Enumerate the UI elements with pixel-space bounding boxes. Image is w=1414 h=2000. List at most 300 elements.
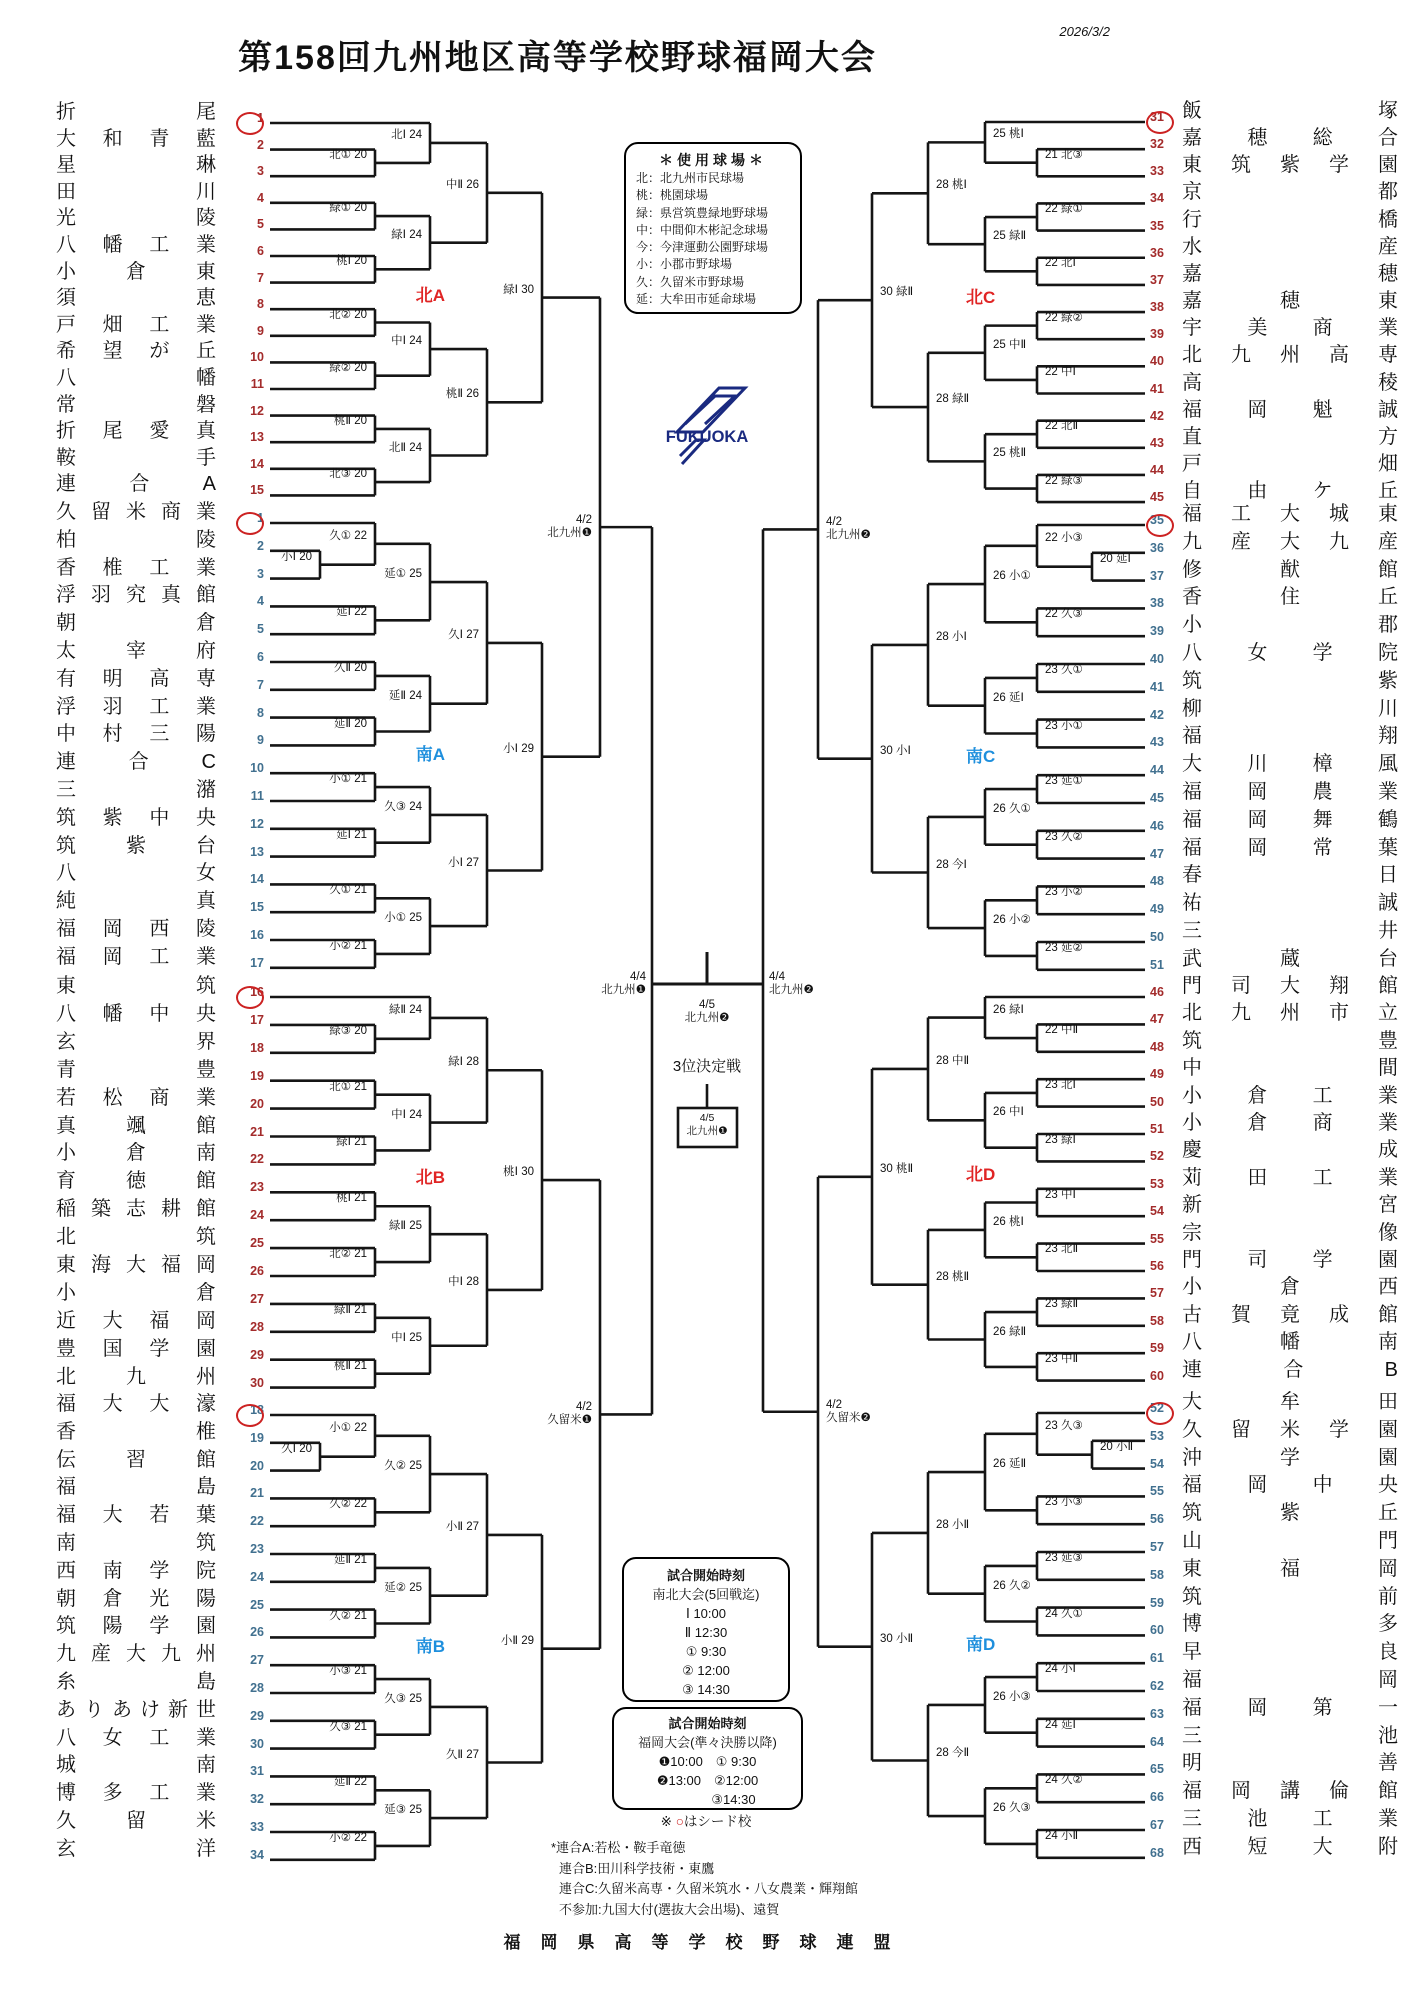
team-name-char: 純 xyxy=(56,890,76,913)
team-number: 30 xyxy=(250,1375,264,1390)
team-name xyxy=(56,1587,216,1611)
round1-label: 延Ⅰ 21 xyxy=(336,828,367,841)
team-name-char: 西 xyxy=(1182,1835,1202,1858)
team-number: 59 xyxy=(1150,1341,1164,1356)
block-final-label: 30 桃Ⅱ xyxy=(880,1162,914,1175)
venue-legend-item: 延：大牟田市延命球場 xyxy=(636,292,757,307)
team-name-char: 岡 xyxy=(195,1309,216,1332)
team-name-char: 倉 xyxy=(126,260,146,283)
team-name-char: 柳 xyxy=(1182,697,1202,720)
team-name-char: 世 xyxy=(196,1698,216,1721)
team-name xyxy=(56,639,216,663)
team-name-char: 折 xyxy=(56,101,76,123)
team-name-char: 館 xyxy=(196,1448,216,1471)
team-name-char: 小 xyxy=(56,260,76,283)
team-name-char: 春 xyxy=(1182,864,1202,887)
team-number: 25 xyxy=(250,1597,264,1612)
round1-label: 23 北Ⅱ xyxy=(1045,1243,1079,1256)
team-number: 61 xyxy=(1150,1651,1164,1666)
team-name xyxy=(1182,1473,1398,1497)
round2-label: 26 延Ⅱ xyxy=(993,1458,1027,1471)
team-number: 5 xyxy=(257,622,264,637)
team-name xyxy=(1182,1221,1398,1245)
team-name xyxy=(56,1837,216,1861)
quarterfinal-label xyxy=(826,516,906,542)
team-name xyxy=(1182,1557,1398,1581)
team-number: 13 xyxy=(250,844,264,859)
team-number: 64 xyxy=(1150,1734,1164,1749)
team-name xyxy=(56,974,216,998)
team-number: 5 xyxy=(257,217,264,232)
third-place-label xyxy=(668,1112,746,1138)
round1-label: 久Ⅱ 20 xyxy=(333,661,367,674)
team-number: 21 xyxy=(250,1486,264,1501)
time-nanboku-row: ① 9:30 xyxy=(685,1644,727,1659)
team-name xyxy=(56,1365,216,1389)
team-name-char: 倉 xyxy=(196,612,216,635)
team-name-char: 方 xyxy=(1378,425,1398,448)
team-name-char: 明 xyxy=(102,667,123,690)
team-name-char: 間 xyxy=(1378,1057,1398,1080)
team-name-char: 院 xyxy=(1377,642,1398,664)
organization-footer: 福岡県高等学校野球連盟 xyxy=(503,1933,911,1952)
team-name xyxy=(1182,1084,1398,1108)
team-name-char: 紫 xyxy=(1280,154,1300,177)
team-name-char: 筑 xyxy=(1182,1029,1202,1052)
team-name-char: 古 xyxy=(1182,1303,1202,1326)
team-name-char: 留 xyxy=(1231,1418,1251,1441)
team-name xyxy=(56,472,216,496)
team-name-char: 筑 xyxy=(196,975,216,997)
round2-label: 延① 25 xyxy=(384,568,422,581)
team-name xyxy=(1182,1835,1398,1859)
team-name-char: 東 xyxy=(56,975,76,997)
team-name-char: 工 xyxy=(1312,1084,1333,1107)
team-name-char: 九 xyxy=(126,1365,146,1388)
team-name-char: 穂 xyxy=(1247,127,1268,150)
team-name-char: 多 xyxy=(1378,1613,1398,1636)
team-name-char: 糸 xyxy=(56,1671,76,1693)
team-name-char: 宮 xyxy=(1378,1194,1398,1217)
team-name-char: 館 xyxy=(1378,975,1398,997)
round2-label: 26 久③ xyxy=(993,1802,1031,1815)
team-name-char: 業 xyxy=(196,501,216,523)
team-name-char: 九 xyxy=(1182,530,1202,553)
team-name-char: 賀 xyxy=(1231,1303,1251,1326)
team-name-char: 筑 xyxy=(1182,669,1202,692)
team-name-char: 早 xyxy=(1182,1641,1202,1664)
team-name-char: C xyxy=(201,751,216,774)
team-name-char: 連 xyxy=(56,473,76,496)
team-number: 65 xyxy=(1150,1762,1164,1777)
team-name-char: 岡 xyxy=(1247,1474,1268,1497)
team-name-char: 多 xyxy=(102,1782,123,1805)
team-name-char: 福 xyxy=(161,1254,181,1276)
team-name-char: 折 xyxy=(56,420,76,443)
round1-label: 22 中Ⅱ xyxy=(1045,1024,1079,1037)
team-number: 52 xyxy=(1150,1149,1164,1164)
team-name xyxy=(56,1309,216,1333)
block-label: 北C xyxy=(966,288,996,308)
team-name-char: 八 xyxy=(56,862,76,885)
round1-label: 小① 21 xyxy=(329,773,367,786)
team-name-char: 学 xyxy=(1329,1418,1349,1441)
team-name-char: 女 xyxy=(1247,642,1268,664)
team-name-char: 幡 xyxy=(102,234,123,256)
round1-label: 久② 21 xyxy=(329,1609,367,1622)
team-name-char: 米 xyxy=(1280,1418,1300,1441)
team-name-char: 筑 xyxy=(56,834,76,857)
team-name-char: 大 xyxy=(1280,530,1300,553)
team-name-char: 若 xyxy=(56,1086,76,1109)
round1-label: 緑② 20 xyxy=(329,361,367,374)
seed-ring xyxy=(236,986,264,1009)
team-name-char: 川 xyxy=(1247,753,1268,776)
team-name-char: 商 xyxy=(149,1086,170,1109)
team-name xyxy=(1182,641,1398,665)
team-name-char: 川 xyxy=(1378,697,1398,720)
team-name-char: 陵 xyxy=(196,528,216,551)
team-name-char: 三 xyxy=(1182,1724,1202,1747)
team-name xyxy=(1182,1303,1398,1327)
team-name-char: 学 xyxy=(1312,642,1333,664)
team-name-char: A xyxy=(202,473,216,496)
team-name-char: 宗 xyxy=(1182,1221,1202,1244)
team-name-char: 園 xyxy=(195,1615,216,1638)
team-name-char: 連 xyxy=(1182,1358,1202,1381)
team-number: 2 xyxy=(257,538,264,553)
team-name-char: 園 xyxy=(1378,1446,1398,1469)
team-name-char: 東 xyxy=(1378,503,1398,525)
team-name-char: 九 xyxy=(1329,530,1349,553)
team-name-char: 岡 xyxy=(1247,1696,1268,1719)
team-name-char: 中 xyxy=(1312,1474,1333,1497)
team-name-char: 界 xyxy=(196,1030,216,1053)
team-name-char: 工 xyxy=(149,234,170,256)
team-name-char: 産 xyxy=(1231,530,1251,553)
venue-legend-title: ＊使用球場＊ xyxy=(659,152,767,168)
team-name-char: 総 xyxy=(1312,127,1333,150)
team-number: 50 xyxy=(1150,1094,1164,1109)
team-name-char: 筑 xyxy=(196,1226,216,1249)
round1-label: 23 延③ xyxy=(1045,1551,1083,1564)
team-name-char: 筑 xyxy=(1182,1585,1202,1608)
team-name-char: 専 xyxy=(195,667,216,690)
team-name-char: 九 xyxy=(161,1643,181,1666)
team-number: 44 xyxy=(1150,462,1164,477)
block-label: 南B xyxy=(415,1636,445,1656)
team-name-char: 東 xyxy=(56,1254,76,1276)
team-number: 55 xyxy=(1150,1231,1164,1246)
team-name-char: 嘉 xyxy=(1182,290,1202,313)
round1-label: 23 久① xyxy=(1045,663,1083,676)
team-name-char: B xyxy=(1384,1358,1398,1381)
team-name-char: 業 xyxy=(1377,1084,1398,1107)
team-number: 10 xyxy=(250,350,264,365)
round1-label: 緑Ⅱ 21 xyxy=(333,1303,367,1316)
team-name-char: 田 xyxy=(1378,1391,1398,1413)
team-number: 51 xyxy=(1150,1122,1164,1136)
team-name-char: 北 xyxy=(1182,1002,1202,1025)
team-name-char: 行 xyxy=(1182,208,1202,231)
time-nanboku-subtitle: 南北大会(5回戦迄) xyxy=(652,1587,760,1602)
team-name-char: 福 xyxy=(1182,725,1202,748)
team-name-char: 筑 xyxy=(196,1532,216,1554)
round2-label: 延③ 25 xyxy=(384,1804,422,1817)
team-number: 32 xyxy=(1150,137,1164,152)
team-number: 13 xyxy=(250,430,264,445)
team-name-char: 翔 xyxy=(1378,725,1398,748)
team-number: 38 xyxy=(1150,300,1164,315)
team-name-char: 尾 xyxy=(196,101,216,123)
quarterfinal-label-line: 4/2 xyxy=(826,516,842,529)
team-number: 40 xyxy=(1150,354,1164,369)
team-name-char: 筑 xyxy=(1182,1502,1202,1525)
team-name-char: 椎 xyxy=(196,1420,216,1443)
team-number: 47 xyxy=(1150,1012,1164,1027)
team-name xyxy=(1182,99,1398,123)
team-name xyxy=(1182,1640,1398,1664)
team-name-char: 直 xyxy=(1182,425,1202,448)
team-name-char: 立 xyxy=(1378,1002,1398,1025)
round3-label: 小Ⅰ 27 xyxy=(448,856,479,869)
team-name-char: 園 xyxy=(195,1337,216,1360)
team-name-char: 小 xyxy=(56,1142,76,1165)
round1-label: 23 北Ⅰ xyxy=(1045,1078,1076,1091)
seed-note xyxy=(600,1812,812,1831)
team-name-char: 農 xyxy=(1312,781,1333,803)
team-name xyxy=(56,889,216,913)
round1-label: 緑③ 20 xyxy=(329,1024,367,1037)
team-number: 38 xyxy=(1150,596,1164,611)
team-name-char: 濠 xyxy=(195,1393,216,1415)
team-name-char: 業 xyxy=(195,556,216,579)
team-number: 60 xyxy=(1150,1368,1164,1383)
team-name-char: 池 xyxy=(1378,1724,1398,1747)
team-name-char: 潴 xyxy=(196,779,216,801)
team-name-char: 園 xyxy=(1378,1418,1398,1441)
team-name-char: 誠 xyxy=(1377,398,1398,421)
team-name-char: 橋 xyxy=(1378,208,1398,231)
team-name-char: 学 xyxy=(149,1615,170,1638)
team-name xyxy=(1182,452,1398,476)
team-number: 1 xyxy=(257,511,264,525)
team-name xyxy=(1182,1668,1398,1692)
team-name-char: 工 xyxy=(1312,1166,1333,1189)
team-name-char: 大 xyxy=(126,1254,146,1276)
round1-label: 小① 22 xyxy=(329,1421,367,1434)
team-name-char: 香 xyxy=(56,1420,76,1443)
team-name-char: 連 xyxy=(56,751,76,774)
team-name-char: 博 xyxy=(1182,1613,1202,1636)
team-number: 53 xyxy=(1150,1176,1164,1191)
seed-circle-symbol: ○ xyxy=(675,1814,684,1829)
team-name-char: 小 xyxy=(1182,1112,1202,1134)
team-name-char: 州 xyxy=(196,1643,216,1666)
team-name-char: 産 xyxy=(1378,530,1398,553)
time-fukuoka-title: 試合開始時刻 xyxy=(668,1716,747,1731)
team-name xyxy=(56,1141,216,1165)
time-fukuoka-row: ❶10:00 ① 9:30 xyxy=(658,1754,757,1769)
team-name-char: 一 xyxy=(1377,1696,1398,1719)
team-name-char: 門 xyxy=(1378,1530,1398,1552)
team-name xyxy=(1182,1807,1398,1831)
team-name-char: 明 xyxy=(1182,1752,1202,1775)
team-name xyxy=(56,528,216,552)
team-name-char: 蔵 xyxy=(1280,947,1300,970)
team-name-char: 学 xyxy=(1280,1446,1300,1469)
round2-label: 25 桃Ⅱ xyxy=(993,447,1027,460)
team-name xyxy=(56,1420,216,1444)
team-name xyxy=(56,419,216,443)
team-name-char: 業 xyxy=(1377,781,1398,803)
team-name xyxy=(1182,863,1398,887)
round3-label: 28 今Ⅱ xyxy=(936,1746,970,1759)
quarterfinal-label-line: 4/2 xyxy=(576,1401,592,1414)
team-name-char: 尾 xyxy=(102,420,123,443)
team-name-char: 北 xyxy=(1182,344,1202,367)
team-name-char: 鞍 xyxy=(56,446,76,469)
team-number: 45 xyxy=(1150,490,1164,505)
team-number: 39 xyxy=(1150,327,1164,342)
team-name xyxy=(56,1225,216,1249)
team-name-char: 業 xyxy=(195,1726,216,1749)
team-name-char: 常 xyxy=(56,393,76,416)
team-name-char: 産 xyxy=(91,1643,111,1666)
round2-label: 緑Ⅰ 24 xyxy=(391,228,422,241)
team-name-char: 松 xyxy=(102,1086,123,1109)
team-number: 17 xyxy=(250,955,264,970)
team-name xyxy=(56,393,216,417)
team-number: 24 xyxy=(250,1208,264,1223)
team-name-char: 福 xyxy=(56,1476,76,1499)
team-number: 54 xyxy=(1150,1204,1164,1219)
team-name-char: 講 xyxy=(1280,1780,1300,1803)
team-name xyxy=(1182,398,1398,422)
round2-label: 中Ⅰ 24 xyxy=(391,335,422,348)
team-name-char: 光 xyxy=(149,1587,170,1610)
team-name xyxy=(1182,343,1398,367)
team-name-char: 愛 xyxy=(149,420,170,443)
team-name-char: 徳 xyxy=(126,1170,146,1193)
team-name-char: 紫 xyxy=(1280,1502,1300,1525)
team-name-char: 三 xyxy=(1182,920,1202,942)
round2-label: 26 久① xyxy=(993,802,1031,815)
team-number: 60 xyxy=(1150,1623,1164,1638)
round1-label: 22 中Ⅰ xyxy=(1045,365,1076,378)
combined-team-note: 連合B:田川科学技術・東鷹 xyxy=(559,1860,715,1876)
team-name-char: 米 xyxy=(196,1810,216,1832)
round3-label: 久Ⅰ 27 xyxy=(448,628,479,641)
team-number: 20 xyxy=(250,1096,264,1111)
round3-label: 中Ⅱ 26 xyxy=(445,178,479,191)
round2-label: 26 久② xyxy=(993,1579,1031,1592)
round1-label: 24 久① xyxy=(1045,1607,1083,1620)
team-number: 12 xyxy=(250,403,264,418)
quarterfinal-label xyxy=(512,514,592,540)
team-name-char: 稲 xyxy=(56,1198,76,1221)
team-name xyxy=(1182,1585,1398,1609)
playin-label: 久Ⅰ 20 xyxy=(281,1442,312,1455)
team-name-char: 大 xyxy=(1182,1391,1202,1413)
team-name-char: 須 xyxy=(56,287,76,310)
team-name-char: 若 xyxy=(149,1504,170,1527)
team-name-char: 北 xyxy=(56,1226,76,1249)
venue-legend-item: 今：今津運動公園野球場 xyxy=(636,240,769,255)
team-name-char: 倉 xyxy=(1247,1084,1268,1107)
team-name xyxy=(56,806,216,830)
team-name-char: 水 xyxy=(1182,235,1202,258)
team-name-char: 葉 xyxy=(1377,836,1398,859)
team-name-char: 究 xyxy=(126,584,146,607)
team-number: 7 xyxy=(257,270,264,285)
team-name-char: 州 xyxy=(1280,344,1300,367)
team-name-char: 小 xyxy=(1182,614,1202,637)
round1-label: 23 久② xyxy=(1045,830,1083,843)
team-name-char: 三 xyxy=(56,779,76,801)
team-name-char: 城 xyxy=(56,1754,76,1777)
round3-label: 28 緑Ⅱ xyxy=(936,393,970,406)
team-name-char: 穂 xyxy=(1378,262,1398,285)
team-number: 58 xyxy=(1150,1567,1164,1582)
team-name-char: 福 xyxy=(1280,1557,1300,1580)
team-name-char: り xyxy=(84,1698,104,1721)
team-name-char: 西 xyxy=(1378,1276,1398,1299)
team-name xyxy=(1182,919,1398,943)
team-number: 34 xyxy=(250,1847,264,1862)
round2-label: 26 延Ⅰ xyxy=(993,691,1024,704)
team-name-char: 海 xyxy=(91,1254,111,1276)
team-name-char: 祐 xyxy=(1182,892,1202,915)
team-name xyxy=(1182,1275,1398,1299)
team-name xyxy=(56,180,216,204)
team-name-char: 磐 xyxy=(196,393,216,416)
team-number: 9 xyxy=(257,323,264,338)
team-name-char: 業 xyxy=(195,234,216,256)
team-name xyxy=(1182,1418,1398,1442)
team-name-char: 希 xyxy=(56,340,76,363)
team-name-char: 工 xyxy=(1231,503,1251,525)
round2-label: 北Ⅰ 24 xyxy=(391,128,422,141)
round1-label: 緑① 20 xyxy=(329,202,367,215)
team-name xyxy=(56,1002,216,1026)
time-nanboku-row: Ⅰ 10:00 xyxy=(686,1606,726,1621)
round1-label: 24 久② xyxy=(1045,1774,1083,1787)
team-name-char: 西 xyxy=(149,918,170,940)
round1-label: 延Ⅱ 20 xyxy=(333,717,367,730)
team-name xyxy=(1182,1193,1398,1217)
team-name-char: 島 xyxy=(196,1476,216,1499)
team-name-char: 九 xyxy=(1231,344,1251,367)
team-name xyxy=(56,313,216,337)
team-number: 42 xyxy=(1150,408,1164,423)
team-name xyxy=(56,1197,216,1221)
team-name-char: 倉 xyxy=(102,1587,123,1610)
team-name-char: 育 xyxy=(56,1170,76,1193)
third-place-title: 3位決定戦 xyxy=(672,1058,742,1075)
team-name xyxy=(56,722,216,746)
team-name-char: 九 xyxy=(1231,1002,1251,1025)
team-number: 56 xyxy=(1150,1259,1164,1273)
team-name-char: 州 xyxy=(196,1365,216,1388)
team-name-char: 八 xyxy=(56,367,76,389)
team-name-char: 門 xyxy=(1182,975,1202,997)
team-name-char: 真 xyxy=(56,1114,76,1137)
round3-label: 28 桃Ⅱ xyxy=(936,1270,970,1283)
team-name-char: 院 xyxy=(195,1559,216,1582)
round2-label: 緑Ⅱ 24 xyxy=(388,1003,422,1016)
team-name-char: 館 xyxy=(196,584,216,607)
